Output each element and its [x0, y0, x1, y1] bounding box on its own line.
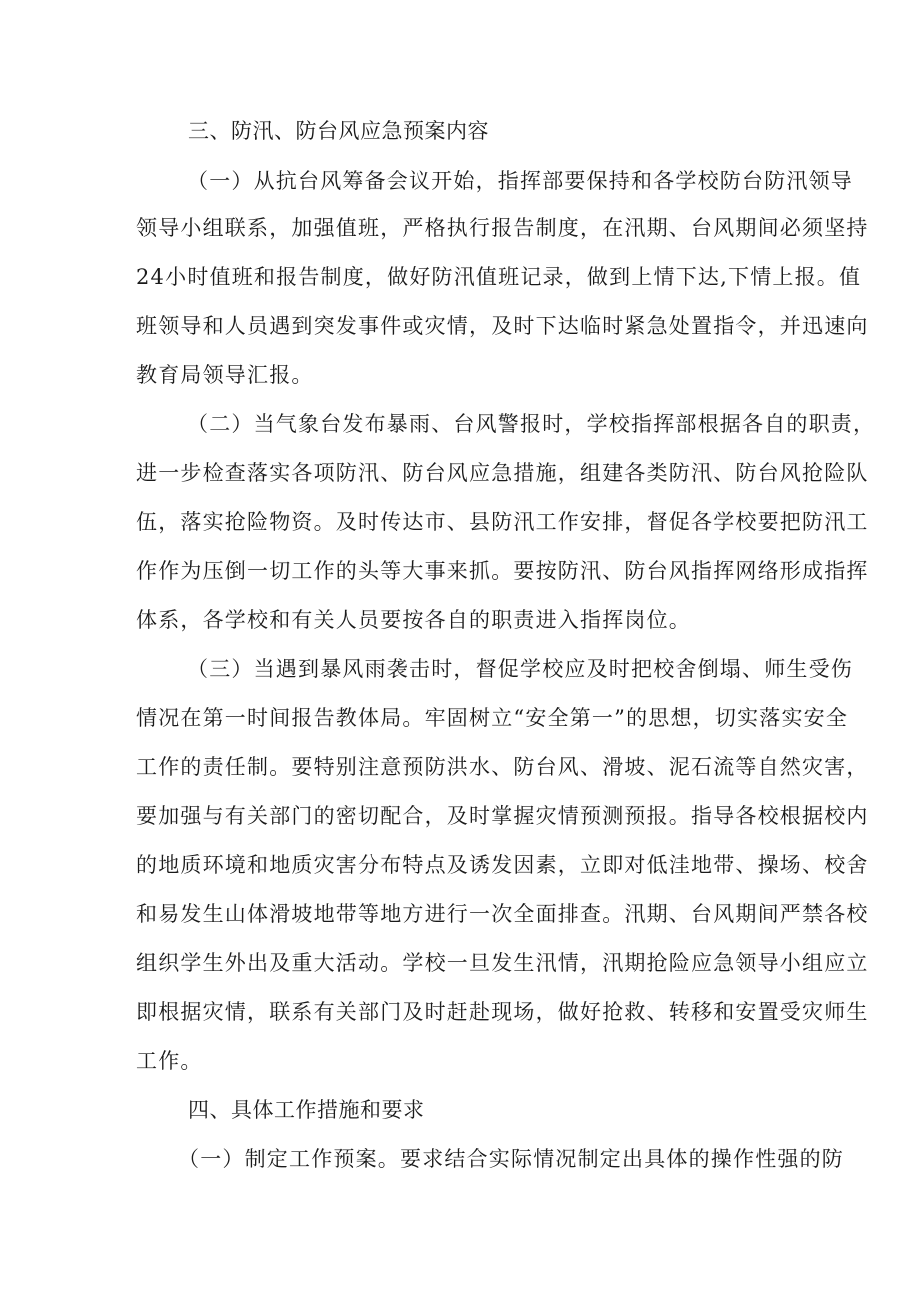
paragraph-line: （一）制定工作预案。要求结合实际情况制定出具体的操作性强的防 — [178, 1147, 844, 1171]
paragraph-line: 工作的责任制。要特别注意预防洪水、防台风、滑坡、泥石流等自然灾害， — [136, 755, 869, 779]
paragraph-line: 即根据灾情，联系有关部门及时赶赴现场，做好抢救、转移和安置受灾师生 — [136, 1000, 869, 1024]
paragraph-line: 领导小组联系，加强值班，严格执行报告制度，在汛期、台风期间必须坚持 — [136, 216, 869, 240]
paragraph-line: 班领导和人员遇到突发事件或灾情，及时下达临时紧急处置指令，并迅速向 — [136, 314, 869, 338]
paragraph-line: 24小时值班和报告制度，做好防汛值班记录，做到上情下达,下情上报。值 — [136, 265, 862, 289]
paragraph-line: 和易发生山体滑坡地带等地方进行一次全面排查。汛期、台风期间严禁各校 — [136, 902, 869, 926]
section-heading: 三、防汛、防台风应急预案内容 — [188, 119, 489, 143]
paragraph-line: 教育局领导汇报。 — [136, 363, 314, 387]
paragraph-line: 作作为压倒一切工作的头等大事来抓。要按防汛、防台风指挥网络形成指挥 — [136, 559, 869, 583]
paragraph-line: 情况在第一时间报告教体局。牢固树立“安全第一”的思想，切实落实安全 — [136, 706, 849, 730]
paragraph-line: 的地质环境和地质灾害分布特点及诱发因素，立即对低洼地带、操场、校舍 — [136, 853, 869, 877]
paragraph-line: 工作。 — [136, 1049, 203, 1073]
section-heading: 四、具体工作措施和要求 — [188, 1098, 425, 1122]
paragraph-line: 伍，落实抢险物资。及时传达市、县防汛工作安排，督促各学校要把防汛工 — [136, 510, 869, 534]
paragraph-line: 进一步检查落实各项防汛、防台风应急措施，组建各类防汛、防台风抢险队 — [136, 461, 869, 485]
paragraph-line: 组织学生外出及重大活动。学校一旦发生汛情，汛期抢险应急领导小组应立 — [136, 951, 869, 975]
paragraph-line: （三）当遇到暴风雨袭击时，督促学校应及时把校舍倒塌、师生受伤 — [187, 657, 853, 681]
paragraph-line: （二）当气象台发布暴雨、台风警报时，学校指挥部根据各自的职责， — [187, 412, 876, 436]
paragraph-line: （一）从抗台风筹备会议开始，指挥部要保持和各学校防台防汛领导 — [187, 169, 853, 193]
paragraph-line: 体系，各学校和有关人员要按各自的职责进入指挥岗位。 — [136, 608, 691, 632]
paragraph-line: 要加强与有关部门的密切配合，及时掌握灾情预测预报。指导各校根据校内 — [136, 804, 869, 828]
